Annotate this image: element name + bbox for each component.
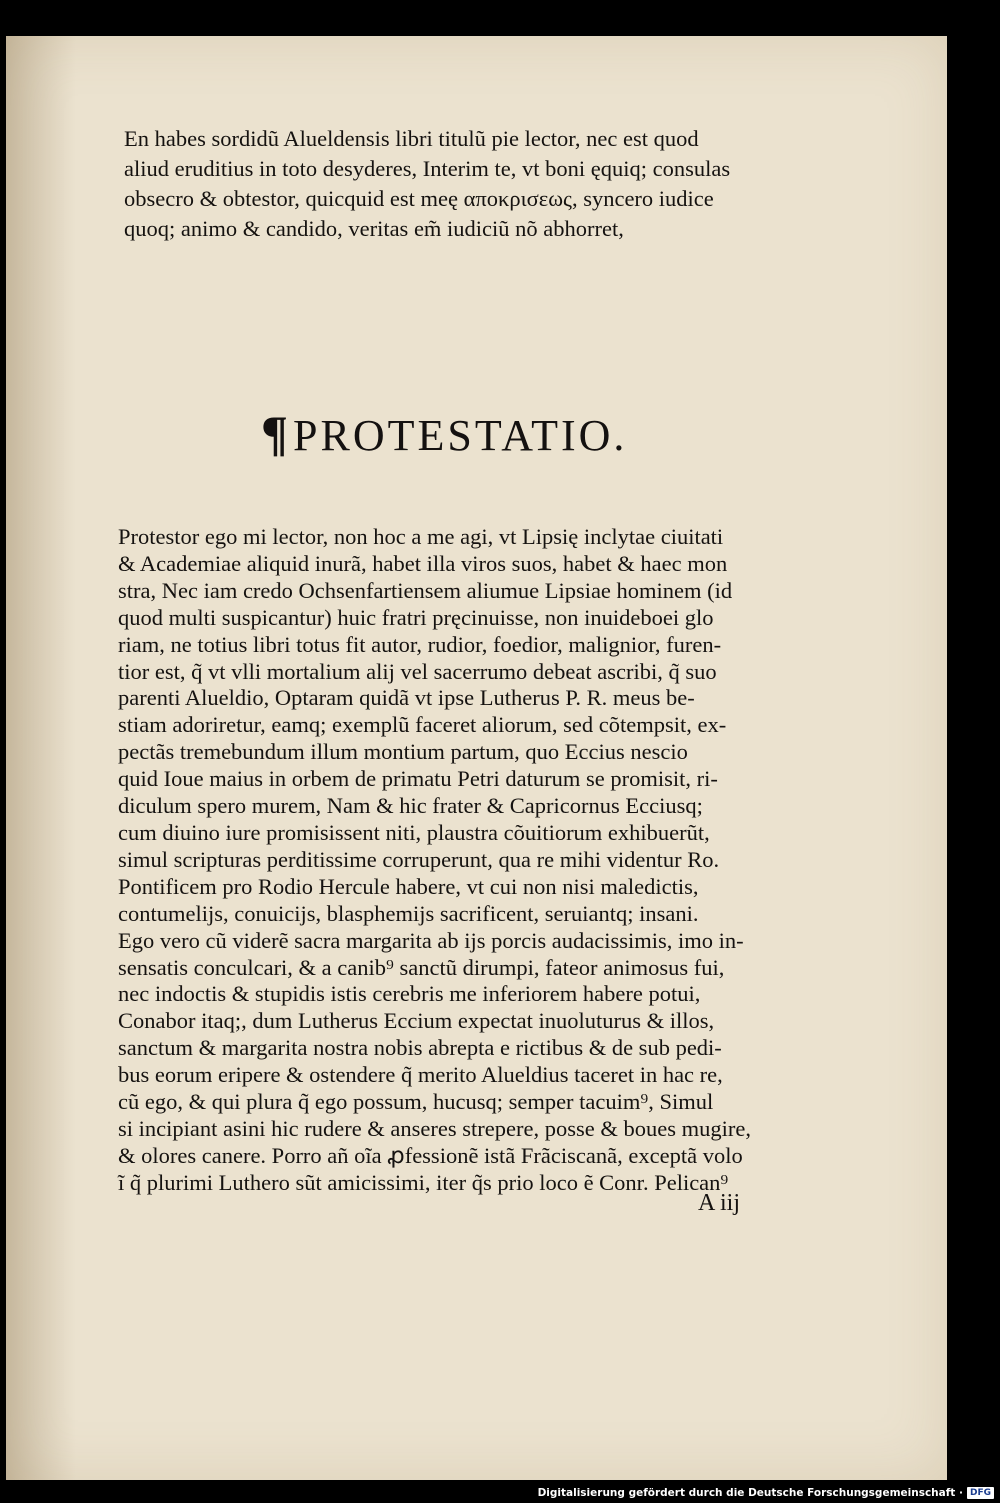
body-line: nec indoctis & stupidis istis cerebris me inferiorem habere potui,: [118, 981, 701, 1007]
body-line: tior est, q̃ vt vlli mortalium alij vel sacerrumo debeat ascribi, q̃ suo: [118, 658, 717, 684]
body-line: Conabor itaq;, dum Lutherus Eccium expectat inuoluturus & illos,: [118, 1008, 715, 1034]
body-line: Protestor ego mi lector, non hoc a me agi, vt Lipsię inclytae ciuitati: [118, 524, 724, 549]
body-line: parenti Alueldio, Optaram quidã vt ipse Lutherus P. R. meus be-: [118, 685, 695, 711]
dfg-logo: DFG: [967, 1487, 994, 1499]
body-line: & olores canere. Porro añ oĩa ꝓfessionẽ istã Frãciscanã, exceptã volo: [118, 1142, 743, 1168]
signature-mark: A iij: [698, 1190, 741, 1216]
body-line: contumelijs, conuicijs, blasphemijs sacrificent, seruiantq; insani.: [118, 900, 699, 926]
funding-footer: [538, 1487, 994, 1499]
body-line: si incipiant asini hic rudere & anseres strepere, posse & boues mugire,: [118, 1115, 751, 1141]
heading-text: PROTESTATIO.: [293, 411, 628, 460]
body-line: Ego vero cũ viderẽ sacra margarita ab ijs porcis audacissimis, imo in-: [118, 927, 744, 953]
body-line: sensatis conculcari, & a canib⁹ sanctũ dirumpi, fateor animosus fui,: [118, 954, 725, 980]
intro-paragraph: [124, 124, 804, 244]
footer-text: Digitalisierung gefördert durch die Deutsche Forschungsgemeinschaft ·: [537, 1487, 963, 1499]
intro-line: obsecro & obtestor, quicquid est meę αποκρισεως, syncero iudice: [124, 186, 714, 211]
body-line: pectãs tremebundum illum montium partum, quo Eccius nescio: [118, 739, 688, 765]
body-line: riam, ne totius libri totus fit autor, rudior, foedior, malignior, furen-: [118, 631, 722, 657]
body-line: quid Ioue maius in orbem de primatu Petri daturum se promisit, ri-: [118, 766, 718, 792]
intro-line: quoq; animo & candido, veritas em̃ iudiciũ nõ abhorret,: [124, 216, 624, 241]
body-line: cum diuino iure promisissent niti, plaustra cõuitiorum exhibuerũt,: [118, 819, 710, 845]
body-line: diculum spero murem, Nam & hic frater & Capricornus Ecciusq;: [118, 793, 703, 819]
body-line: sanctum & margarita nostra nobis abrepta e rictibus & de sub pedi-: [118, 1035, 722, 1061]
body-line: & Academiae aliquid inurã, habet illa viros suos, habet & haec mon: [118, 550, 728, 576]
body-line: simul scripturas perditissime corruperunt, qua re mihi videntur Ro.: [118, 846, 720, 872]
intro-line: En habes sordidũ Alueldensis libri titulũ pie lector, nec est quod: [124, 126, 699, 151]
body-line: bus eorum eripere & ostendere q̃ merito Alueldius taceret in hac re,: [118, 1062, 723, 1088]
body-line: cũ ego, & qui plura q̃ ego possum, hucusq; semper tacuim⁹, Simul: [118, 1089, 714, 1115]
body-paragraph: [118, 524, 808, 1197]
body-line: quod multi suspicantur) huic fratri pręcinuisse, non inuideboei glo: [118, 604, 714, 630]
body-line: stra, Nec iam credo Ochsenfartiensem aliumue Lipsiae hominem (id: [118, 577, 733, 603]
section-heading: [261, 404, 627, 462]
body-line: Pontificem pro Rodio Hercule habere, vt cui non nisi maledictis,: [118, 873, 699, 899]
book-page: [6, 36, 947, 1480]
pilcrow-mark: ¶: [261, 405, 292, 461]
intro-line: aliud eruditius in toto desyderes, Interim te, vt boni ęquiq; consulas: [124, 156, 731, 181]
body-line: ĩ q̃ plurimi Luthero sũt amicissimi, iter q̃s prio loco ẽ Conr. Pelican⁹: [118, 1169, 729, 1195]
body-line: stiam adoriretur, eamq; exemplũ faceret aliorum, sed cõtempsit, ex-: [118, 712, 727, 738]
